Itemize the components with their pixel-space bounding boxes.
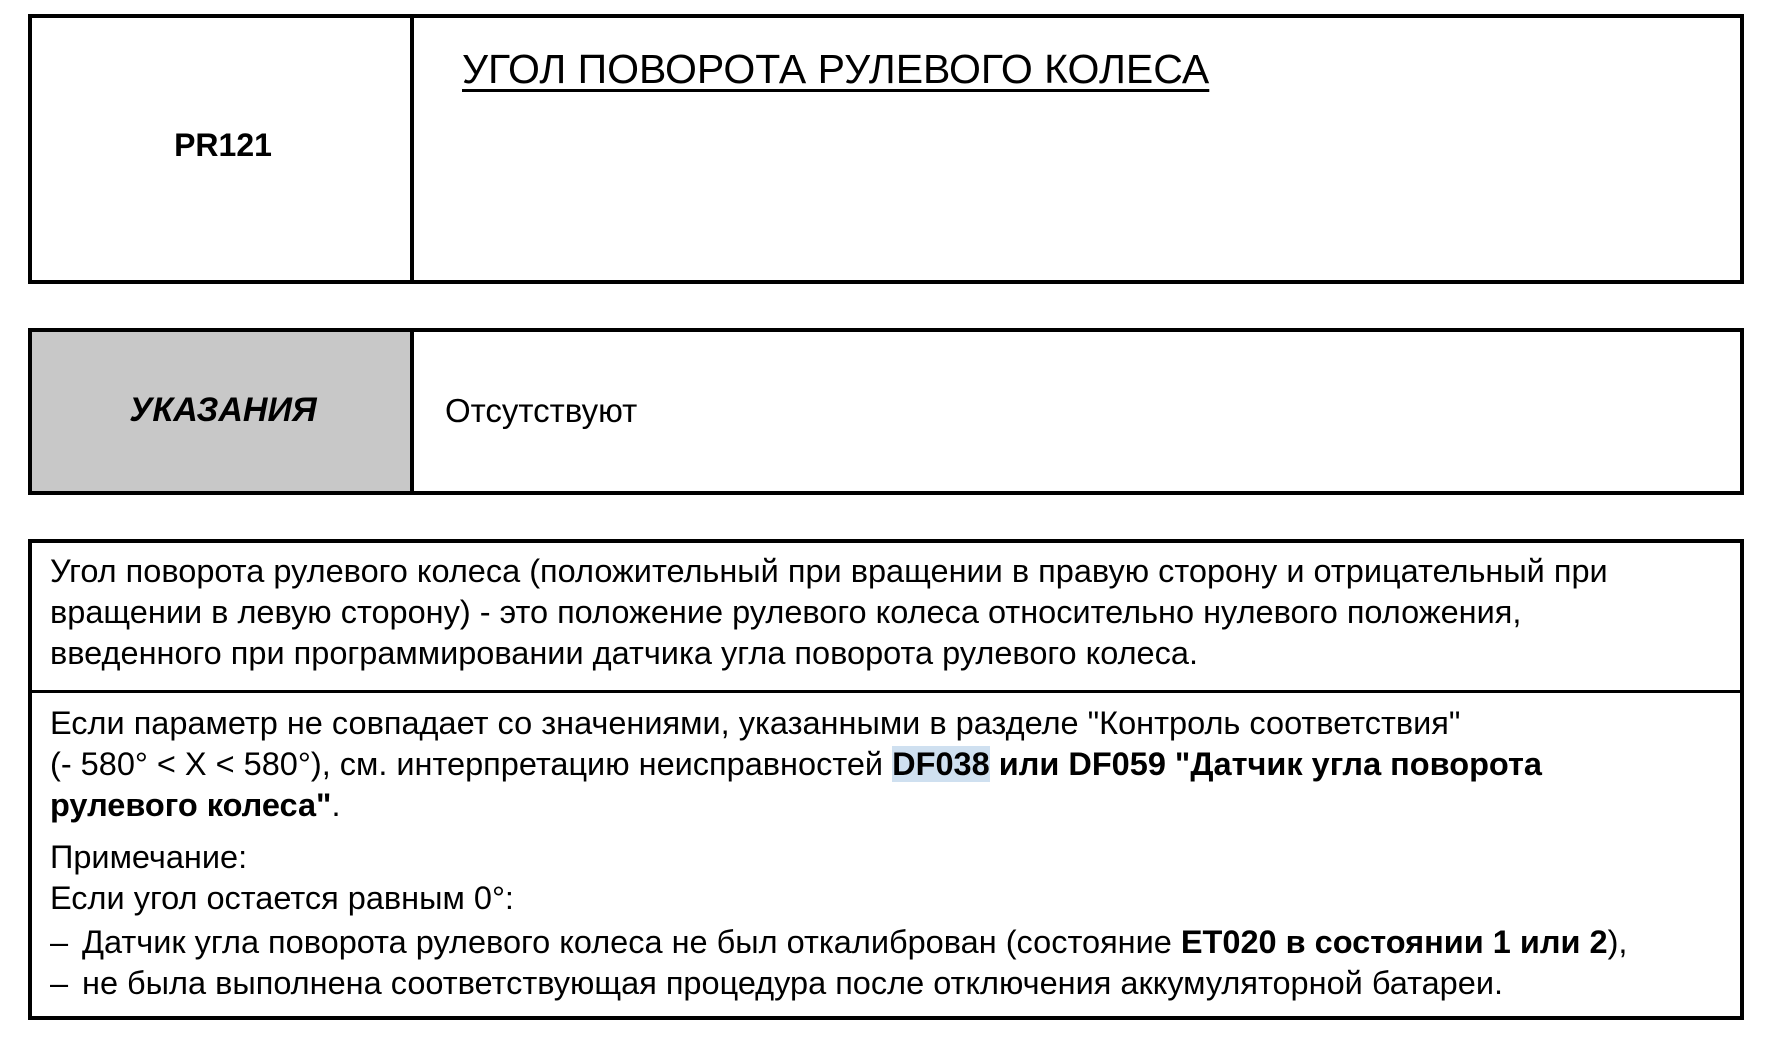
- instructions-table: [28, 328, 1744, 495]
- description-paragraph: [50, 551, 1720, 674]
- note-paragraph: [50, 837, 1720, 1004]
- fault-code-df038: DF038: [892, 746, 990, 782]
- dash-bullet: –: [50, 924, 69, 960]
- description-line: Угол поворота рулевого колеса (положительный при вращении в правую сторону и отрицательный при: [50, 553, 1608, 589]
- note-title: Примечание:: [50, 839, 248, 875]
- note-condition: Если угол остается равным 0°:: [50, 880, 514, 916]
- instructions-value: Отсутствуют: [445, 392, 638, 429]
- dash-bullet: –: [50, 965, 69, 1001]
- description-line: введенного при программировании датчика угла поворота рулевого колеса.: [50, 635, 1198, 671]
- parameter-code: PR121: [174, 127, 272, 163]
- conformity-paragraph: [50, 703, 1720, 826]
- note-item-2: [50, 963, 1720, 1004]
- status-et020: ET020 в состоянии 1 или 2: [1180, 924, 1608, 960]
- conformity-line-3: [50, 785, 1720, 826]
- header-table: [28, 14, 1744, 284]
- body-table: [28, 539, 1744, 1020]
- note-item-1: [50, 922, 1720, 963]
- fault-reference: или DF059 "Датчик угла поворота: [989, 746, 1542, 782]
- fault-reference-end: рулевого колеса": [50, 787, 332, 823]
- conformity-line-2: [50, 744, 1720, 785]
- conformity-range: (- 580° < X < 580°), см. интерпретацию неисправностей: [50, 746, 893, 782]
- conformity-line-1: Если параметр не совпадает со значениями, указанными в разделе "Контроль соответствия": [50, 705, 1461, 741]
- description-line: вращении в левую сторону) - это положение рулевого колеса относительно нулевого положения,: [50, 594, 1522, 630]
- instructions-label: УКАЗАНИЯ: [129, 391, 317, 429]
- note-item-1-text: Датчик угла поворота рулевого колеса не был откалиброван (состояние: [82, 924, 1181, 960]
- conformity-period: .: [331, 787, 341, 823]
- parameter-title: УГОЛ ПОВОРОТА РУЛЕВОГО КОЛЕСА: [462, 46, 1210, 92]
- note-item-1-end: ),: [1607, 924, 1628, 960]
- note-item-2-text: не была выполнена соответствующая процедура после отключения аккумуляторной батареи.: [82, 965, 1504, 1001]
